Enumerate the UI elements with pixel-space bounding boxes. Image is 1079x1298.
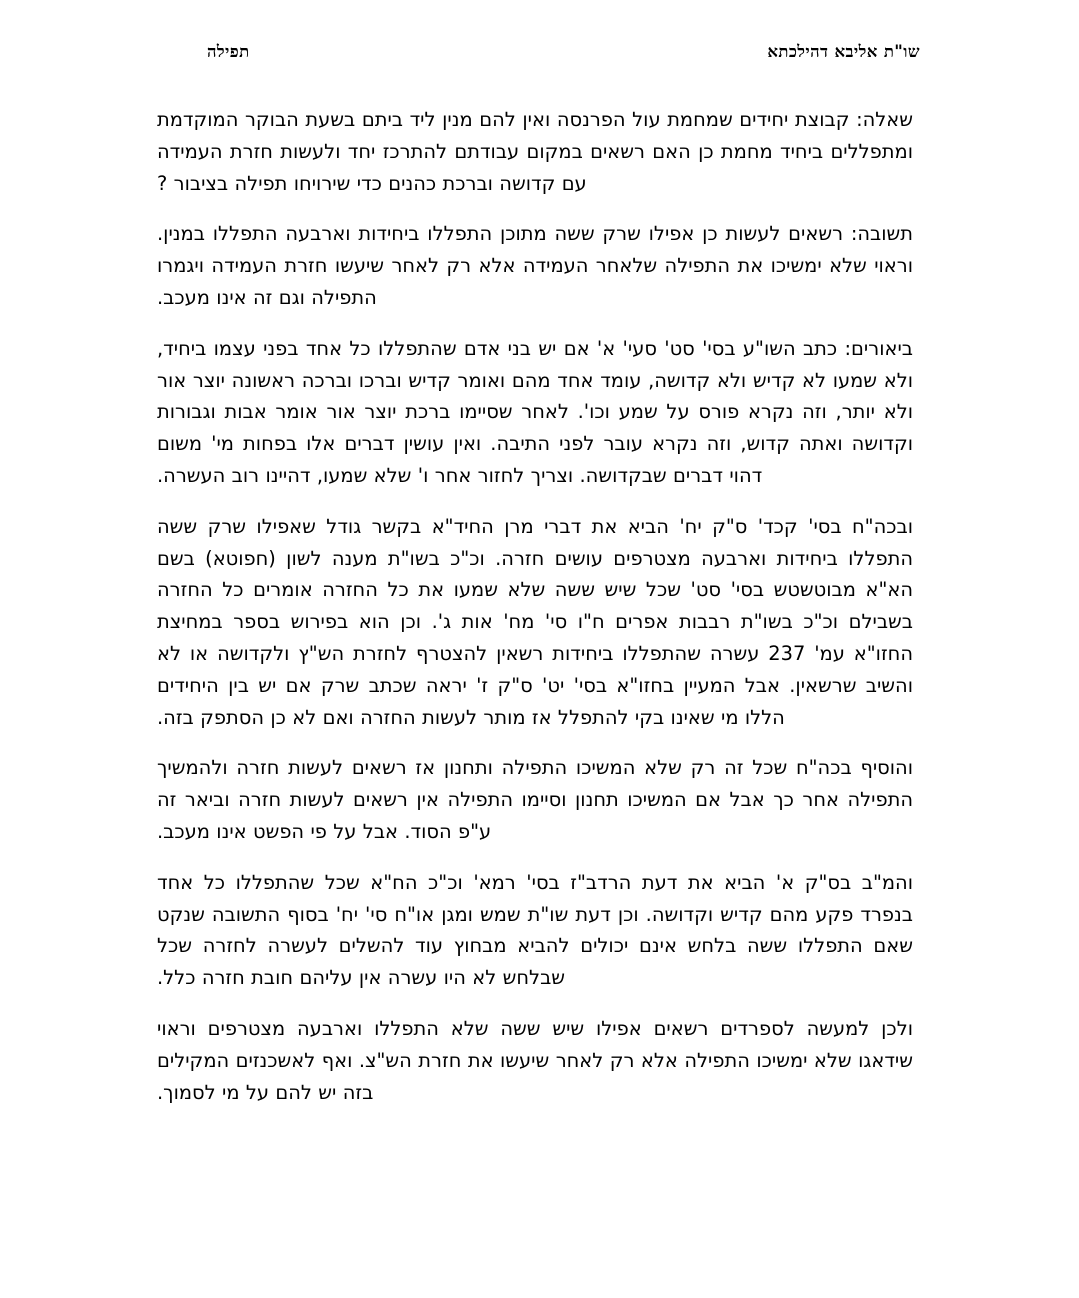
document-body	[157, 104, 913, 1108]
paragraph-kaf-hachaim-addition: והוסיף בכה"ח שכל זה רק שלא המשיכו התפילה ותחנון אז רשאים לעשות חזרה ולהמשיך התפילה אחר כך אבל אם המשיכו תחנון וסיימו התפילה אין רשאים לעשות חזרה וביאר זה ע"פ הסוד. אבל על פי הפשט אינו מעכב.	[157, 756, 913, 843]
paragraph-mishna-berura: והמ"ב בס"ק א' הביא את דעת הרדב"ז בסי' רמא' וכ"כ הח"א שכל שהתפללו כל אחד בנפרד פקע מהם קדיש וקדושה. וכן דעת שו"ת שמש ומגן או"ח סי' יח' בסוף התשובה שנקט שאם התפללו ששה בלחש אינם יכולים להביא מבחוץ עוד להשלים לעשרה לחזרה שכל שבלחש לא היו עשרה אין עליהם חובת חזרה כלל.	[157, 870, 913, 990]
paragraph-explanations: ביאורים: כתב השו"ע בסי' סט' סעי' א' אם יש בני אדם שהתפללו כל אחד בפני עצמו ביחיד, ולא שמעו לא קדיש ולא קדושה, עומד אחד מהם ואומר קדיש וברכו וברכה ראשונה יוצר אור ולא יותר, וזה נקרא פורס על שמע וכו'. לאחר שסיימו ברכת יוצר אור אומר אבות וגבורות וקדושה ואתה קדוש, וזה נקרא עובר לפני התיבה. ואין עושין דברים אלו בפחות מי' משום דהוי דברים שבקדושה. וצריך לחזור אחר ו' שלא שמעו, דהיינו רוב העשרה.	[157, 336, 913, 487]
paragraph-conclusion: ולכן למעשה לספרדים רשאים אפילו שיש ששה שלא התפללו וארבעה מצטרפים וראוי שידאגו שלא ימשיכו התפילה אלא רק לאחר שיעשו את חזרת הש"צ. ואף לאשכנזים המקילים בזה יש להם על מי לסמוך.	[157, 1016, 913, 1104]
running-head-book-title: שו"ת אליבא דהילכתא	[767, 42, 920, 61]
paragraph-answer: תשובה: רשאים לעשות כן אפילו שרק ששה מתוכן התפללו ביחידות וארבעה התפללו במנין. וראוי שלא ימשיכו את התפילה שלאחר העמידה אלא רק לאחר שיעשו חזרת העמידה ויגמרו התפילה וגם זה אינו מעכב.	[157, 222, 913, 309]
running-head-section-title: תפילה	[207, 42, 250, 61]
paragraph-kaf-hachaim: ובכה"ח בסי' קכד' ס"ק יח' הביא את דברי מרן החיד"א בקשר גודל שאפילו שרק ששה התפללו ביחידות וארבעה מצטרפים עושים חזרה. וכ"כ בשו"ת מענה לשון (חפוטא) בשם הא"א מבוטשטש בסי' סט' שכל שיש ששה שלא שמעו את כל החזרה אומרים כל החזרה בשבילם וכ"כ בשו"ת רבבות אפרים ח"ו סי' מח' אות ג'. וכן הוא בפירוש בספר במחיצת החזו"א עמ' 237 עשרה שהתפללו ביחידות רשאין להצטרף לחזרת הש"ץ ולקדושה או לא והשיב שרשאין. אבל המעיין בחזו"א בסי' יט' ס"ק ז' יראה שכתב שרק אם יש בין היחידים הללו מי שאינו בקי להתפלל אז מותר לעשות החזרה ואם לא כן הסתפק בזה.	[157, 514, 913, 729]
paragraph-question: שאלה: קבוצת יחידים שמחמת עול הפרנסה ואין להם מנין ליד ביתם בשעת הבוקר המוקדמת ומתפללים ביחיד מחמת כן האם רשאים במקום עבודתם להתרכז יחד ולעשות חזרת העמידה עם קדושה וברכת כהנים כדי שירויחו תפילה בציבור ?	[157, 108, 913, 195]
running-head	[159, 44, 920, 68]
